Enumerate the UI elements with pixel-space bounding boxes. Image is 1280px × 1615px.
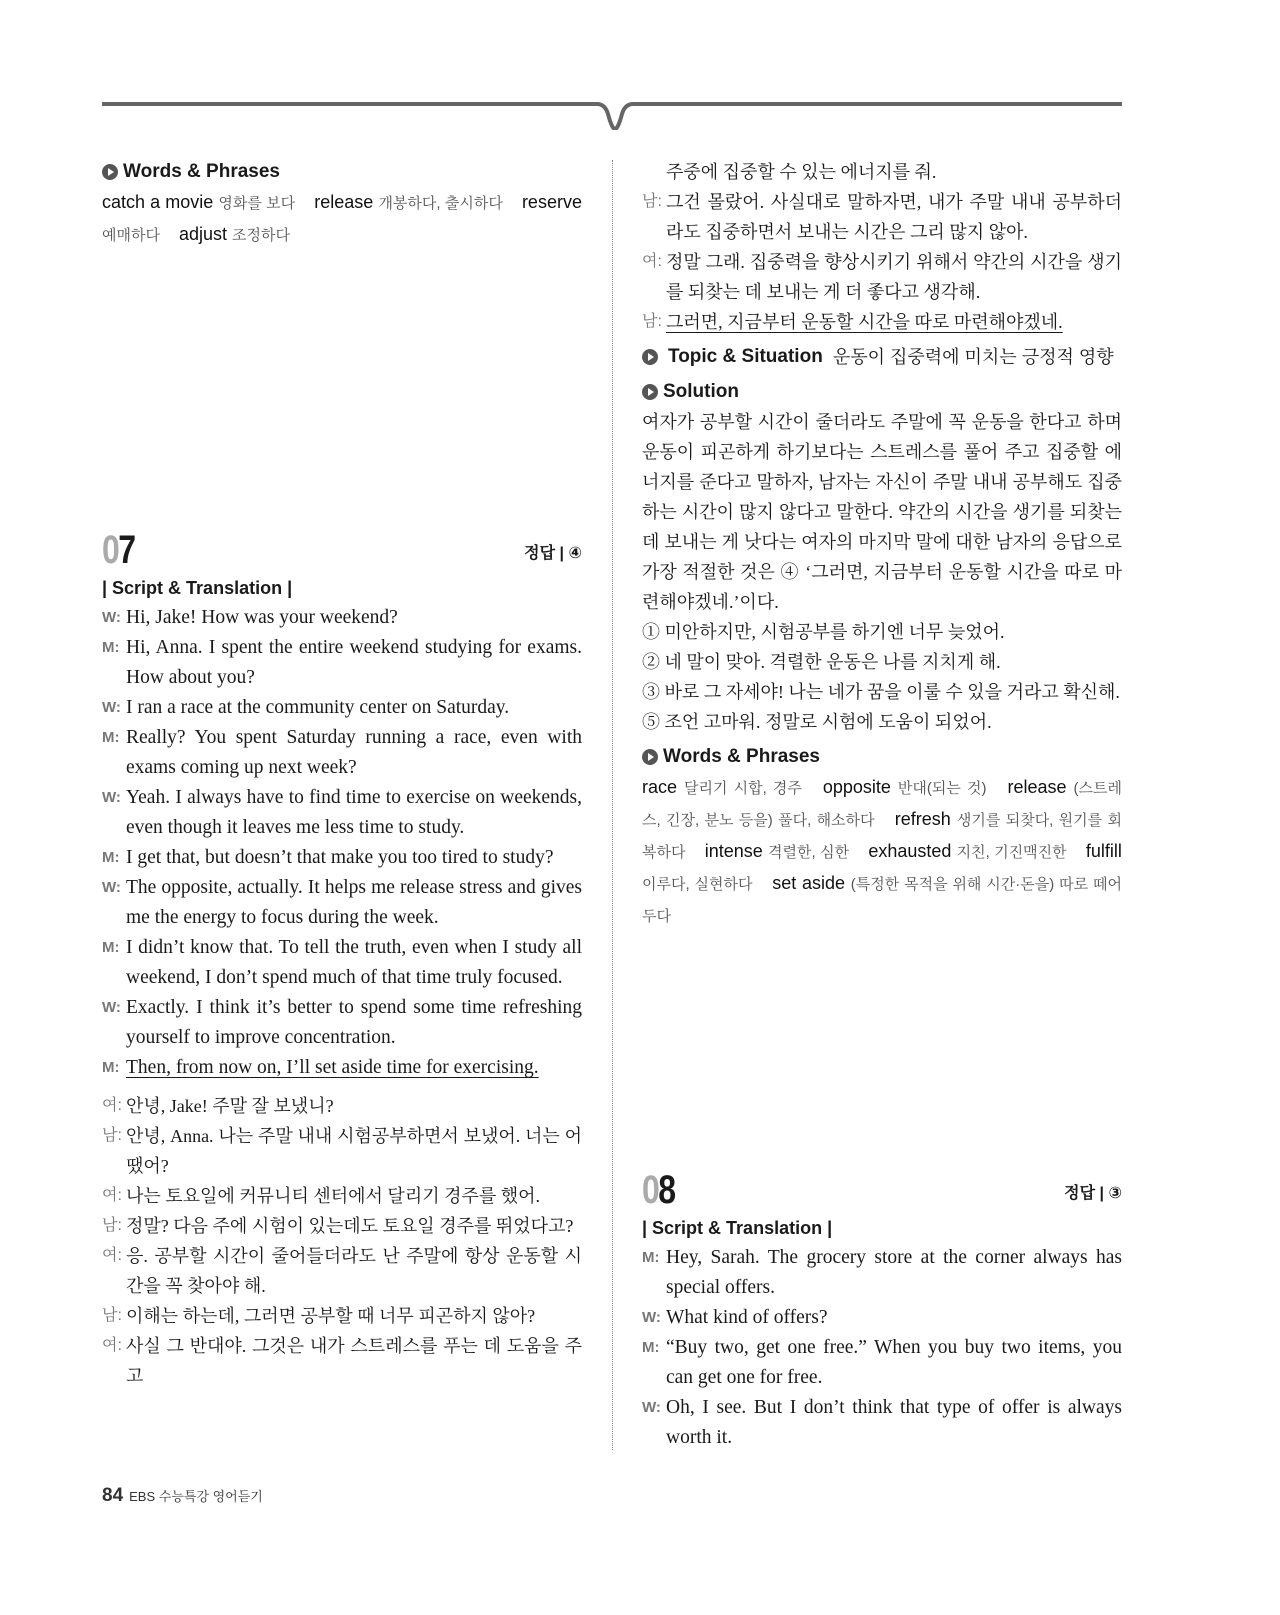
heading-text: Solution [663, 381, 739, 402]
script-english [102, 603, 582, 1083]
words-list [642, 772, 1122, 932]
choices-list [642, 617, 1122, 737]
line-text: Oh, I see. But I don’t think that type of offer is always worth it. [666, 1397, 1122, 1448]
speaker-label: M: [642, 1339, 660, 1356]
line-text: The opposite, actually. It helps me release stress and gives me the energy to focus during the week. [126, 877, 582, 928]
heading-text: Words & Phrases [663, 746, 820, 767]
script-line [102, 933, 582, 993]
script-line [642, 247, 1122, 307]
speaker-label: 여: [642, 253, 662, 270]
speaker-label: 여: [102, 1337, 122, 1354]
speaker-label: M: [102, 939, 120, 956]
play-bullet-icon [102, 164, 118, 180]
line-text: 주중에 집중할 수 있는 에너지를 줘. [666, 162, 937, 182]
word-term: exhausted [868, 841, 952, 861]
line-text: What kind of offers? [666, 1307, 828, 1328]
question-08 [642, 1168, 1122, 1453]
word-meaning: 생기를 되찾다, 원기를 회복하다 [642, 812, 1122, 861]
word-meaning: 이루다, 실현하다 [642, 876, 753, 893]
speaker-label: M: [102, 729, 120, 746]
line-text: Yeah. I always have to find time to exercise on weekends, even though it leaves me less time to study. [126, 787, 582, 838]
script-line [102, 693, 582, 723]
script-line [642, 157, 1122, 187]
solution-heading [642, 377, 1122, 407]
script-line [102, 723, 582, 783]
line-text: 정말? 다음 주에 시험이 있는데도 토요일 경주를 뛰었다고? [126, 1216, 574, 1236]
script-line [102, 1091, 582, 1121]
speaker-label: 남: [642, 193, 662, 210]
script-line [102, 1331, 582, 1391]
speaker-label: 남: [102, 1307, 122, 1324]
script-line [102, 1211, 582, 1241]
line-text: Then, from now on, I’ll set aside time for exercising. [126, 1057, 539, 1078]
number-suffix: 8 [658, 1168, 675, 1212]
script-line [102, 1181, 582, 1211]
choice-item: ② 네 말이 맞아. 격렬한 운동은 나를 지치게 해. [642, 652, 1001, 672]
speaker-label: 여: [102, 1187, 122, 1204]
speaker-label: W: [102, 609, 121, 626]
script-heading: | Script & Translation | [102, 578, 293, 598]
script-korean [102, 1091, 582, 1391]
question-number [642, 1168, 674, 1212]
question-number [102, 528, 134, 572]
words-heading [642, 742, 1122, 772]
speaker-label: M: [102, 849, 120, 866]
left-words-section [102, 157, 582, 251]
speaker-label: W: [102, 999, 121, 1016]
question-07 [102, 528, 582, 1391]
speaker-label: W: [102, 879, 121, 896]
answer-label: 정답 | ③ [1064, 1185, 1122, 1202]
line-text: I get that, but doesn’t that make you too tired to study? [126, 847, 554, 868]
word-meaning: 격렬한, 심한 [768, 844, 850, 861]
word-term: fulfill [1085, 841, 1122, 861]
number-prefix: 0 [102, 528, 119, 572]
page-footer [102, 1485, 263, 1507]
script-line [642, 307, 1122, 337]
speaker-label: W: [642, 1309, 661, 1326]
script-line [642, 1303, 1122, 1333]
number-prefix: 0 [642, 1168, 659, 1212]
line-text: Exactly. I think it’s better to spend some time refreshing yourself to improve concentration. [126, 997, 582, 1048]
script-line [102, 1241, 582, 1301]
word-term: opposite [822, 777, 891, 797]
speaker-label: M: [102, 639, 120, 656]
line-text: “Buy two, get one free.” When you buy two items, you can get one for free. [666, 1337, 1122, 1388]
script-korean-continued [642, 157, 1122, 337]
script-line [102, 783, 582, 843]
topic-heading: Topic & Situation [668, 346, 823, 367]
word-term: race [642, 777, 678, 797]
script-line [102, 603, 582, 633]
speaker-label: W: [102, 699, 121, 716]
line-text: I didn’t know that. To tell the truth, even when I study all weekend, I don’t spend much of that time truly focused. [126, 937, 582, 988]
script-line [642, 187, 1122, 247]
words-heading [102, 157, 582, 187]
script-line [642, 1333, 1122, 1393]
script-line [642, 1243, 1122, 1303]
right-column [642, 157, 1122, 932]
page-number: 84 [102, 1485, 124, 1506]
line-text: I ran a race at the community center on Saturday. [126, 697, 510, 718]
script-heading: | Script & Translation | [642, 1218, 833, 1238]
speaker-label: W: [642, 1399, 661, 1416]
word-meaning: (스트레스, 긴장, 분노 등을) 풀다, 해소하다 [642, 780, 1122, 829]
topic-situation [642, 342, 1122, 372]
line-text: 응. 공부할 시간이 줄어들더라도 난 주말에 항상 운동할 시간을 꼭 찾아야 해. [126, 1246, 582, 1296]
choice-item: ③ 바로 그 자세야! 나는 네가 꿈을 이룰 수 있을 거라고 확신해. [642, 682, 1120, 702]
line-text: Really? You spent Saturday running a race, even with exams coming up next week? [126, 727, 582, 778]
speaker-label: 남: [102, 1217, 122, 1234]
word-meaning: 영화를 보다 [218, 195, 296, 212]
word-meaning: 반대(되는 것) [897, 780, 987, 797]
line-text: 정말 그래. 집중력을 향상시키기 위해서 약간의 시간을 생기를 되찾는 데 보내는 게 더 좋다고 생각해. [666, 252, 1122, 302]
word-term: intense [704, 841, 763, 861]
speaker-label: 여: [102, 1247, 122, 1264]
play-bullet-icon [642, 749, 658, 765]
script-line [102, 843, 582, 873]
column-divider [612, 160, 613, 1450]
play-bullet-icon [642, 349, 658, 365]
speaker-label: 남: [642, 313, 662, 330]
script-line [102, 1121, 582, 1181]
speaker-label: M: [102, 1059, 120, 1076]
choice-item: ① 미안하지만, 시험공부를 하기엔 너무 늦었어. [642, 622, 1005, 642]
script-english [642, 1243, 1122, 1453]
heading-text: Words & Phrases [123, 161, 280, 182]
script-line [642, 1393, 1122, 1453]
line-text: Hi, Jake! How was your weekend? [126, 607, 398, 628]
line-text: 그건 몰랐어. 사실대로 말하자면, 내가 주말 내내 공부하더라도 집중하면서 보내는 시간은 그리 많지 않아. [666, 192, 1122, 242]
word-term: reserve [521, 192, 582, 212]
word-meaning: 지친, 기진맥진한 [956, 844, 1067, 861]
line-text: 나는 토요일에 커뮤니티 센터에서 달리기 경주를 했어. [126, 1186, 541, 1206]
number-suffix: 7 [118, 528, 135, 572]
word-term: release [314, 192, 374, 212]
line-text: 안녕, Jake! 주말 잘 보냈니? [126, 1096, 334, 1116]
solution-text: 여자가 공부할 시간이 줄더라도 주말에 꼭 운동을 한다고 하며 운동이 피곤하게 하기보다는 스트레스를 풀어 주고 집중할 에너지를 준다고 말하자, 남자는 자신이 주말 내내 공부해도 집중하는 시간이 많지 않다고 말한다. 약간의 시간을 생기를 되찾는 데 보내는 게 낫다는 여자의 마지막 말에 대한 남자의 응답으로 가장 적절한 것은 ④ ‘그러면, 지금부터 운동할 시간을 따로 마련해야겠네.’이다. [642, 412, 1122, 612]
word-meaning: 달리기 시합, 경주 [684, 780, 802, 797]
answer-label: 정답 | ④ [524, 545, 582, 562]
speaker-label: 남: [102, 1127, 122, 1144]
line-text: Hey, Sarah. The grocery store at the corner always has special offers. [666, 1247, 1122, 1298]
script-line [102, 1301, 582, 1331]
word-term: refresh [894, 809, 951, 829]
speaker-label: M: [642, 1249, 660, 1266]
line-text: 안녕, Anna. 나는 주말 내내 시험공부하면서 보냈어. 너는 어땠어? [126, 1126, 582, 1176]
line-text: 그러면, 지금부터 운동할 시간을 따로 마련해야겠네. [666, 312, 1063, 332]
script-line [102, 993, 582, 1053]
word-term: catch a movie [102, 192, 214, 212]
script-line [102, 1053, 582, 1083]
word-term: adjust [178, 224, 228, 244]
word-meaning: 예매하다 [102, 227, 160, 244]
play-bullet-icon [642, 384, 658, 400]
word-meaning: (특정한 목적을 위해 시간·돈을) 따로 떼어 두다 [642, 876, 1122, 925]
word-term: set aside [772, 873, 845, 893]
topic-text: 운동이 집중력에 미치는 긍정적 영향 [832, 347, 1114, 367]
line-text: Hi, Anna. I spent the entire weekend studying for exams. How about you? [126, 637, 582, 688]
speaker-label: 여: [102, 1097, 122, 1114]
header-rule [102, 102, 1122, 130]
word-meaning: 조정하다 [232, 227, 291, 244]
word-term: release [1007, 777, 1067, 797]
script-line [102, 633, 582, 693]
script-line [102, 873, 582, 933]
choice-item: ⑤ 조언 고마워. 정말로 시험에 도움이 되었어. [642, 712, 992, 732]
line-text: 이해는 하는데, 그러면 공부할 때 너무 피곤하지 않아? [126, 1306, 536, 1326]
word-meaning: 개봉하다, 출시하다 [378, 195, 503, 212]
words-list [102, 187, 582, 251]
line-text: 사실 그 반대야. 그것은 내가 스트레스를 푸는 데 도움을 주고 [126, 1336, 582, 1386]
book-title: EBS 수능특강 영어듣기 [129, 1489, 263, 1504]
speaker-label: W: [102, 789, 121, 806]
